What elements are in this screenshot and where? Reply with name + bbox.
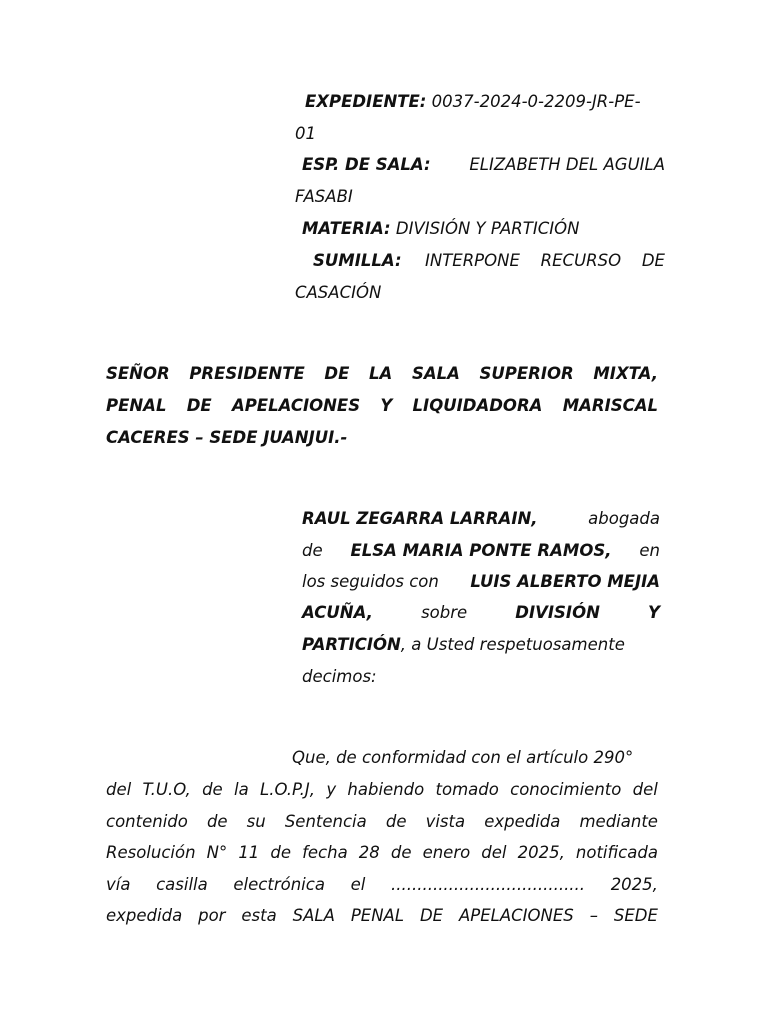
expediente-value-cont: 01 bbox=[295, 124, 316, 143]
word: PRESIDENTE bbox=[189, 364, 305, 383]
word: conocimiento bbox=[510, 780, 622, 799]
word: N° bbox=[206, 843, 228, 862]
body-line-1: Que, de conformidad con el artículo 290° bbox=[292, 748, 634, 767]
parties-word: sobre bbox=[421, 603, 468, 622]
sala-label: ESP. DE SALA: bbox=[302, 155, 431, 174]
word: electrónica bbox=[233, 875, 325, 894]
parties-line-1 bbox=[302, 509, 660, 529]
word: APELACIONES bbox=[459, 906, 574, 925]
sumilla-word: DE bbox=[641, 251, 665, 270]
word: MIXTA, bbox=[593, 364, 658, 383]
word: 2025, bbox=[517, 843, 565, 862]
materia-line bbox=[302, 219, 579, 239]
body-line-3 bbox=[106, 812, 658, 832]
word: LA bbox=[369, 364, 393, 383]
expediente-value: 0037-2024-0-2209-JR-PE- bbox=[431, 92, 641, 111]
parties-line-3 bbox=[302, 572, 660, 592]
word: Resolución bbox=[106, 843, 196, 862]
word: SEÑOR bbox=[106, 364, 170, 383]
sumilla-line bbox=[313, 251, 665, 271]
word: el bbox=[350, 875, 366, 894]
word: del bbox=[632, 780, 658, 799]
word: PENAL bbox=[350, 906, 405, 925]
sala-line bbox=[302, 155, 665, 175]
expediente-line bbox=[305, 92, 641, 112]
sala-value: ELIZABETH DEL AGUILA bbox=[469, 155, 665, 174]
word: de bbox=[206, 812, 228, 831]
word: – bbox=[589, 906, 598, 925]
parties-word: abogada bbox=[588, 509, 660, 528]
addressee-line-1 bbox=[106, 364, 658, 384]
parties-word: de bbox=[302, 541, 323, 560]
word: del bbox=[481, 843, 507, 862]
word: de bbox=[202, 780, 223, 799]
word: notificada bbox=[575, 843, 658, 862]
word: SUPERIOR bbox=[479, 364, 574, 383]
word: SEDE bbox=[613, 906, 658, 925]
addressee-line-2 bbox=[106, 396, 658, 416]
word: 11 bbox=[238, 843, 260, 862]
word: SALA bbox=[411, 364, 460, 383]
parties-line-2 bbox=[302, 541, 660, 561]
word: contenido bbox=[106, 812, 188, 831]
parties-word: , a Usted respetuosamente bbox=[400, 635, 625, 654]
word: esta bbox=[241, 906, 277, 925]
word: tomado bbox=[435, 780, 499, 799]
word: APELACIONES bbox=[231, 396, 361, 415]
word: vía bbox=[106, 875, 131, 894]
word: de bbox=[390, 843, 412, 862]
word: fecha bbox=[302, 843, 348, 862]
word: LIQUIDADORA bbox=[412, 396, 543, 415]
matter-word: Y bbox=[648, 603, 660, 622]
word: DE bbox=[186, 396, 212, 415]
word: vista bbox=[425, 812, 466, 831]
body-line-2 bbox=[106, 780, 658, 800]
parties-line-6: decimos: bbox=[302, 667, 377, 686]
word: expedida bbox=[106, 906, 183, 925]
sala-value-cont: FASABI bbox=[295, 187, 353, 206]
word: 28 bbox=[358, 843, 380, 862]
sumilla-value-cont: CASACIÓN bbox=[295, 283, 382, 302]
word: MARISCAL bbox=[562, 396, 658, 415]
word: Sentencia bbox=[284, 812, 367, 831]
word: Y bbox=[380, 396, 393, 415]
word: expedida bbox=[484, 812, 561, 831]
client-name: ELSA MARIA PONTE RAMOS, bbox=[350, 541, 612, 560]
word: de bbox=[270, 843, 292, 862]
sumilla-label: SUMILLA: bbox=[313, 251, 402, 270]
word: del bbox=[106, 780, 132, 799]
parties-line-4 bbox=[302, 603, 660, 623]
body-line-5 bbox=[106, 875, 658, 895]
attorney-name: RAUL ZEGARRA LARRAIN, bbox=[302, 509, 538, 528]
word: casilla bbox=[156, 875, 208, 894]
word: y bbox=[326, 780, 337, 799]
word: DE bbox=[419, 906, 444, 925]
sumilla-value bbox=[425, 251, 665, 271]
word: mediante bbox=[579, 812, 658, 831]
matter-word: PARTICIÓN bbox=[302, 635, 401, 654]
word: por bbox=[198, 906, 226, 925]
word: la bbox=[234, 780, 249, 799]
parties-word: en bbox=[639, 541, 660, 560]
matter-word: DIVISIÓN bbox=[515, 603, 600, 622]
opponent-name-cont: ACUÑA, bbox=[302, 603, 373, 622]
addressee-line-3: CACERES – SEDE JUANJUI.- bbox=[106, 428, 348, 447]
word: SALA bbox=[292, 906, 335, 925]
body-line-6 bbox=[106, 906, 658, 926]
sumilla-word: RECURSO bbox=[540, 251, 622, 270]
word: enero bbox=[422, 843, 471, 862]
word: de bbox=[385, 812, 407, 831]
word: DE bbox=[324, 364, 350, 383]
opponent-name: LUIS ALBERTO MEJIA bbox=[470, 572, 660, 591]
word: su bbox=[246, 812, 266, 831]
word: L.O.P.J, bbox=[260, 780, 316, 799]
materia-label: MATERIA: bbox=[302, 219, 391, 238]
word: PENAL bbox=[106, 396, 167, 415]
word: ..................................... bbox=[390, 875, 586, 894]
word: 2025, bbox=[610, 875, 658, 894]
word: T.U.O, bbox=[142, 780, 191, 799]
word: habiendo bbox=[347, 780, 425, 799]
body-line-4 bbox=[106, 843, 658, 863]
parties-word: los seguidos con bbox=[302, 572, 439, 591]
expediente-label: EXPEDIENTE: bbox=[305, 92, 427, 111]
sumilla-word: INTERPONE bbox=[425, 251, 520, 270]
materia-value: DIVISIÓN Y PARTICIÓN bbox=[395, 219, 580, 238]
parties-line-5 bbox=[302, 635, 660, 655]
